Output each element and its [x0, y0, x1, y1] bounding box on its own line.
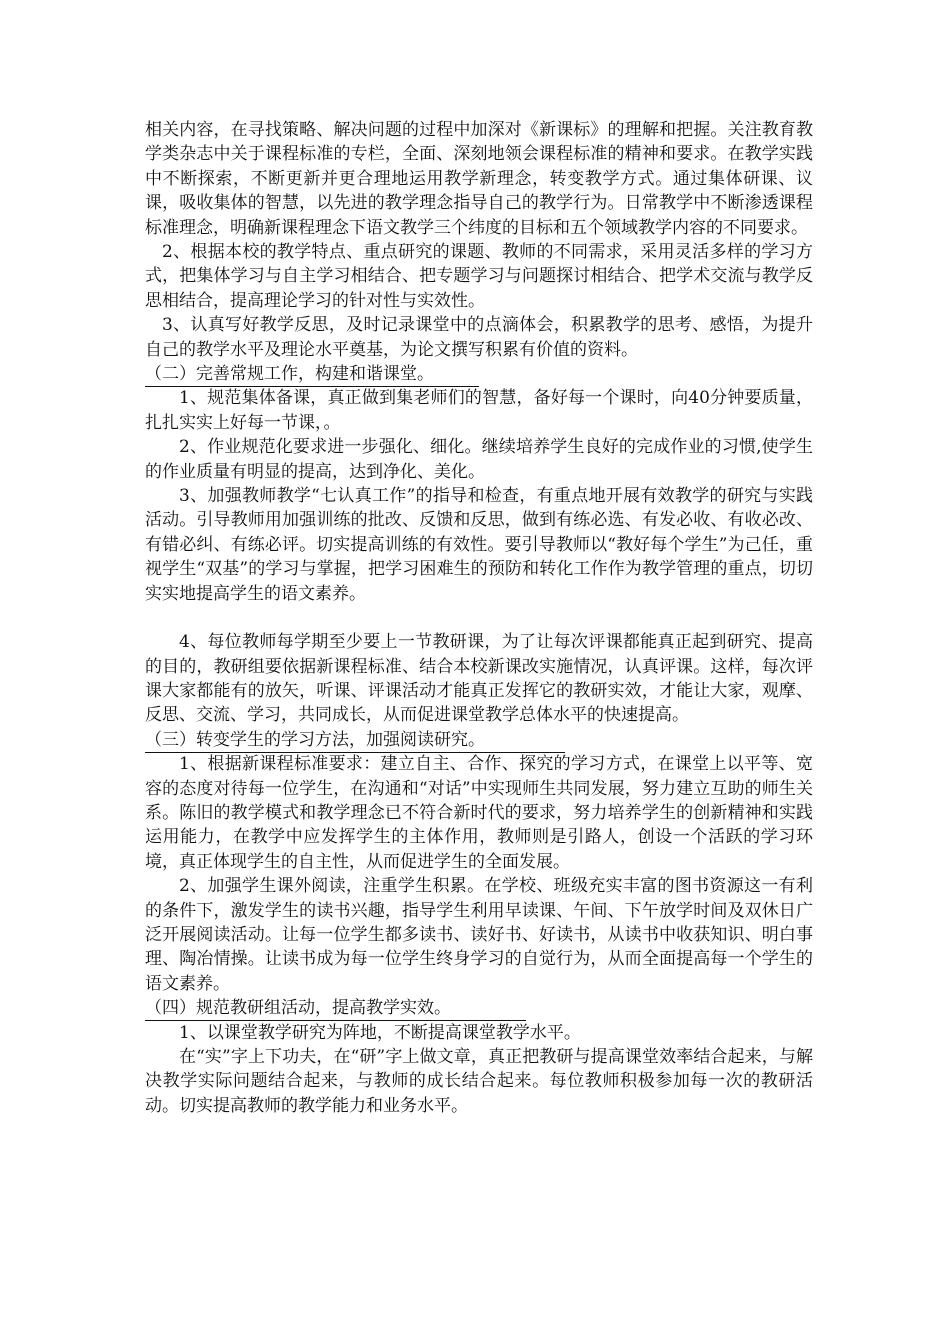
paragraph-homework: 2、作业规范化要求进一步强化、细化。继续培养学生良好的完成作业的习惯,使学生的作业质量有明显的提高，达到净化、美化。 — [145, 437, 813, 482]
section-heading-wrapper — [145, 728, 813, 752]
document-page — [145, 118, 813, 1118]
paragraph-learning-methods: 1、根据新课程标准要求：建立自主、合作、探究的学习方式，在课堂上以平等、宽容的态度对待每一位学生，在沟通和“对话”中实现师生共同发展，努力建立互助的师生关系。陈旧的教学模式和教学理念已不符合新时代的要求，努力培养学生的创新精神和实践运用能力，在教学中应发挥学生的主体作用，教师则是引路人，创设一个活跃的学习环境，真正体现学生的自主性，从而促进学生的全面发展。 — [145, 754, 813, 872]
paragraph-intro: 相关内容，在寻找策略、解决问题的过程中加深对《新课标》的理解和把握。关注教育教学类杂志中关于课程标准的专栏，全面、深刻地领会课程标准的精神和要求。在教学实践中不断探索，不断更新并更合理地运用教学新理念，转变教学方式。通过集体研课、议课，吸收集体的智慧，以先进的教学理念指导自己的教学行为。日常教学中不断渗透课程标准理念，明确新课程理念下语文教学三个纬度的目标和五个领域教学内容的不同要求。 — [145, 120, 813, 238]
paragraph-research-lessons: 4、每位教师每学期至少要上一节教研课，为了让每次评课都能真正起到研究、提高的目的，教研组要依据新课程标准、结合本校新课改实施情况，认真评课。这样，每次评课大家都能有的放矢，听课、评课活动才能真正发挥它的教研实效，才能让大家，观摩、反思、交流、学习，共同成长，从而促进课堂教学总体水平的快速提高。 — [145, 632, 813, 726]
section-heading-2: （二）完善常规工作，构建和谐课堂。 — [145, 363, 479, 387]
paragraph-seven-tasks: 3、加强教师教学“七认真工作”的指导和检查，有重点地开展有效教学的研究与实践活动。引导教师用加强训练的批改、反馈和反思，做到有练必选、有发必收、有收必改、有错必纠、有练必评。切实提高训练的有效性。要引导教师以“教好每个学生”为己任，重视学生“双基”的学习与掌握，把学习困难生的预防和转化工作作为教学管理的重点，切切实实地提高学生的语文素养。 — [145, 486, 813, 604]
paragraph-classroom-research: 1、以课堂教学研究为阵地，不断提高课堂教学水平。 — [179, 1022, 581, 1043]
section-heading-4: （四）规范教研组活动，提高教学实效。 — [145, 997, 526, 1021]
paragraph-teaching-reflection: 3、认真写好教学反思，及时记录课堂中的点滴体会，积累教学的思考、感悟，为提升自己的教学水平及理论水平奠基，为论文撰写积累有价值的资料。 — [145, 315, 813, 360]
paragraph-practical-research: 在“实”字上下功夫，在“研”字上做文章，真正把教研与提高课堂效率结合起来，与解决教学实际问题结合起来，与教师的成长结合起来。每位教师积极参加每一次的教研活动。切实提高教师的教学能力和业务水平。 — [145, 1046, 813, 1116]
paragraph-flexible-learning: 2、根据本校的教学特点、重点研究的课题、教师的不同需求，采用灵活多样的学习方式，把集体学习与自主学习相结合、把专题学习与问题探讨相结合、把学术交流与教学反思相结合，提高理论学习的针对性与实效性。 — [145, 242, 813, 311]
paragraph-lesson-prep: 1、规范集体备课，真正做到集老师们的智慧，备好每一个课时，向40分钟要质量，扎扎实实上好每一节课，。 — [145, 388, 813, 433]
section-heading-wrapper — [145, 362, 813, 386]
section-heading-wrapper — [145, 996, 813, 1020]
paragraph-gap — [145, 606, 813, 630]
paragraph-reading: 2、加强学生课外阅读，注重学生积累。在学校、班级充实丰富的图书资源这一有利的条件下，激发学生的读书兴趣，指导学生利用早读课、午间、下午放学时间及双休日广泛开展阅读活动。让每一位学生都多读书、读好书、好读书，从读书中收获知识、明白事理、陶冶情操。让读书成为每一位学生终身学习的自觉行为，从而全面提高每一个学生的语文素养。 — [145, 876, 813, 994]
section-heading-3: （三）转变学生的学习方法，加强阅读研究。 — [145, 729, 565, 753]
